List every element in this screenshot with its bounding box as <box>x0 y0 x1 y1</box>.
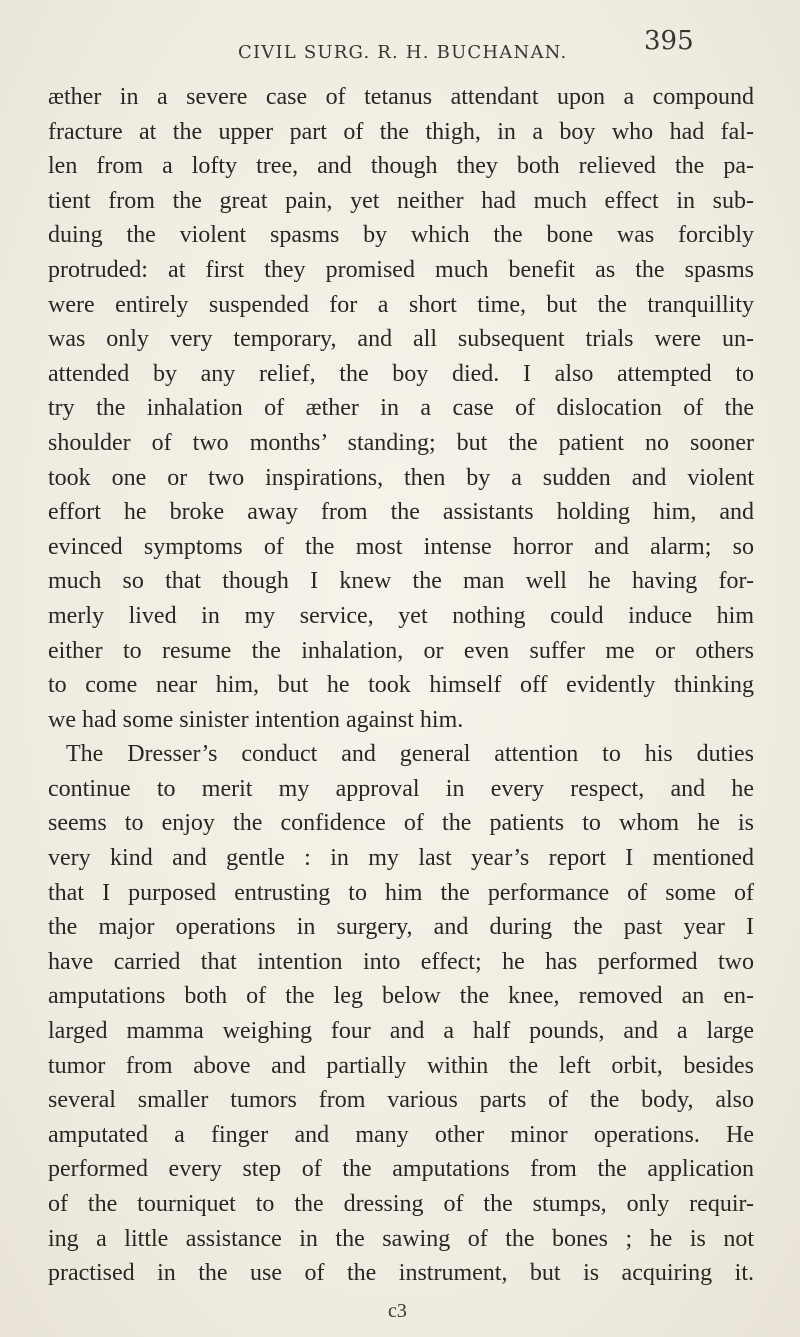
text-line: shoulder of two months’ standing; but the patient no sooner <box>48 429 754 456</box>
paragraph-1 <box>48 80 754 737</box>
text-line: try the inhalation of æther in a case of dislocation of the <box>48 395 754 422</box>
text-line: to come near him, but he took himself off evidently thinking <box>48 672 754 699</box>
text-line: ing a little assistance in the sawing of the bones ; he is not <box>48 1225 754 1252</box>
text-line: The Dresser’s conduct and general attention to his duties <box>66 741 754 768</box>
text-line: seems to enjoy the confidence of the patients to whom he is <box>48 810 754 837</box>
text-line: that I purposed entrusting to him the performance of some of <box>48 879 754 906</box>
text-line: took one or two inspirations, then by a sudden and violent <box>48 464 754 491</box>
running-title: CIVIL SURG. R. H. BUCHANAN. <box>238 42 568 63</box>
text-line: either to resume the inhalation, or even suffer me or others <box>48 637 754 664</box>
text-line: fracture at the upper part of the thigh, in a boy who had fal- <box>48 118 754 145</box>
text-line: effort he broke away from the assistants holding him, and <box>48 499 754 526</box>
text-line: very kind and gentle : in my last year’s report I mentioned <box>48 845 754 872</box>
text-line: amputated a finger and many other minor operations. He <box>48 1121 754 1148</box>
text-line: duing the violent spasms by which the bone was forcibly <box>48 222 754 249</box>
text-line: æther in a severe case of tetanus attendant upon a compound <box>48 84 754 110</box>
text-line: amputations both of the leg below the knee, removed an en- <box>48 983 754 1010</box>
text-line: len from a lofty tree, and though they both relieved the pa- <box>48 153 754 180</box>
text-line: evinced symptoms of the most intense horror and alarm; so <box>48 533 754 560</box>
text-line: was only very temporary, and all subsequent trials were un- <box>48 326 754 353</box>
text-line: the major operations in surgery, and during the past year I <box>48 914 754 941</box>
running-head <box>0 26 800 78</box>
text-line: protruded: at first they promised much benefit as the spasms <box>48 256 754 283</box>
text-line: were entirely suspended for a short time, but the tranquillity <box>48 291 754 318</box>
text-line: practised in the use of the instrument, but is acquiring it. <box>48 1260 754 1287</box>
text-line: of the tourniquet to the dressing of the stumps, only requir- <box>48 1191 754 1217</box>
text-line: much so that though I knew the man well he having for- <box>48 568 754 595</box>
text-line: merly lived in my service, yet nothing could induce him <box>48 602 754 629</box>
text-line: performed every step of the amputations from the application <box>48 1156 754 1183</box>
text-line: we had some sinister intention against him. <box>48 706 464 733</box>
text-line: tumor from above and partially within the left orbit, besides <box>48 1052 754 1079</box>
paragraph-2 <box>48 737 754 1291</box>
text-line: have carried that intention into effect; he has performed two <box>48 948 754 975</box>
text-line: several smaller tumors from various parts of the body, also <box>48 1087 754 1114</box>
body-text <box>48 80 754 1291</box>
text-line: larged mamma weighing four and a half pounds, and a large <box>48 1018 754 1045</box>
text-line: attended by any relief, the boy died. I also attempted to <box>48 360 754 387</box>
text-line: tient from the great pain, yet neither had much effect in sub- <box>48 187 754 214</box>
signature-mark: c3 <box>388 1300 407 1322</box>
page-number: 395 <box>644 26 694 56</box>
text-line: continue to merit my approval in every respect, and he <box>48 775 754 802</box>
